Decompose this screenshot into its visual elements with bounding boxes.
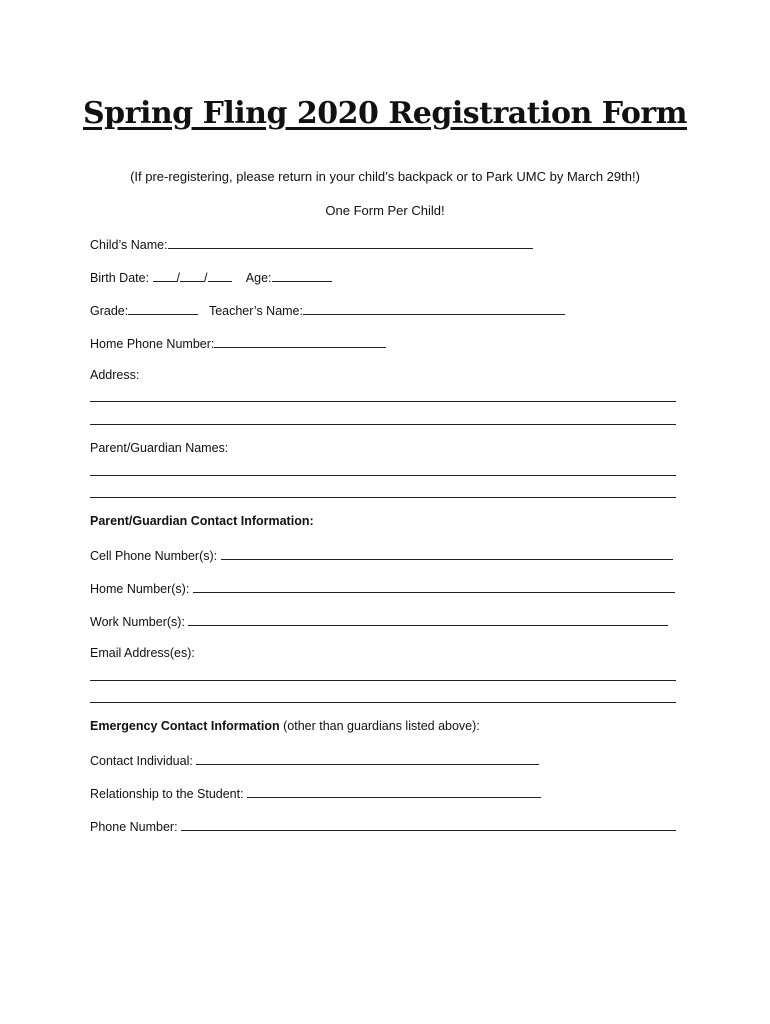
- home-number-field[interactable]: [193, 580, 675, 593]
- form-subtitle: (If pre-registering, please return in your child’s backpack or to Park UMC by March 29th!): [130, 169, 640, 184]
- work-number-row: [90, 613, 668, 629]
- work-number-field[interactable]: [188, 613, 668, 626]
- email-field-line-1[interactable]: [90, 680, 676, 681]
- birth-month-field[interactable]: [153, 269, 177, 282]
- grade-field[interactable]: [128, 302, 198, 315]
- grade-row: [90, 302, 565, 318]
- contact-individual-row: [90, 752, 539, 768]
- cell-phone-field[interactable]: [221, 547, 673, 560]
- home-phone-label: Home Phone Number:: [90, 337, 215, 351]
- form-note: One Form Per Child!: [325, 203, 445, 218]
- teacher-name-field[interactable]: [303, 302, 565, 315]
- emergency-heading: Emergency Contact Information: [90, 719, 280, 733]
- home-phone-row: [90, 335, 386, 351]
- birth-date-row: Birth Date: / / Age:: [90, 269, 332, 285]
- contact-individual-label: Contact Individual:: [90, 754, 193, 768]
- home-number-row: [90, 580, 675, 596]
- cell-phone-row: [90, 547, 673, 563]
- email-field-line-2[interactable]: [90, 702, 676, 703]
- form-title: Spring Fling 2020 Registration Form: [83, 96, 687, 131]
- birth-year-field[interactable]: [208, 269, 232, 282]
- relationship-row: [90, 785, 541, 801]
- grade-label: Grade:: [90, 304, 129, 318]
- phone-number-field[interactable]: [181, 818, 676, 831]
- phone-number-row: [90, 818, 676, 834]
- work-number-label: Work Number(s):: [90, 615, 185, 629]
- child-name-label: Child’s Name:: [90, 238, 168, 252]
- home-number-label: Home Number(s):: [90, 582, 190, 596]
- teacher-name-label: Teacher’s Name:: [208, 304, 303, 318]
- age-field[interactable]: [272, 269, 332, 282]
- email-label: Email Address(es):: [90, 646, 195, 660]
- cell-phone-label: Cell Phone Number(s):: [90, 549, 218, 563]
- child-name-row: [90, 236, 533, 252]
- relationship-label: Relationship to the Student:: [90, 787, 244, 801]
- child-name-field[interactable]: [168, 236, 533, 249]
- contact-info-heading: Parent/Guardian Contact Information:: [90, 514, 314, 528]
- birth-date-label: Birth Date:: [90, 271, 150, 285]
- address-label: Address:: [90, 368, 140, 382]
- contact-individual-field[interactable]: [196, 752, 539, 765]
- guardian-names-label: Parent/Guardian Names:: [90, 441, 229, 455]
- address-field-line-1[interactable]: [90, 401, 676, 402]
- phone-number-label: Phone Number:: [90, 820, 178, 834]
- emergency-heading-row: [90, 719, 480, 733]
- address-field-line-2[interactable]: [90, 424, 676, 425]
- guardian-names-field-line-2[interactable]: [90, 497, 676, 498]
- home-phone-field[interactable]: [214, 335, 386, 348]
- relationship-field[interactable]: [247, 785, 541, 798]
- guardian-names-field-line-1[interactable]: [90, 475, 676, 476]
- emergency-note: (other than guardians listed above):: [283, 719, 480, 733]
- age-label: Age:: [245, 271, 272, 285]
- birth-day-field[interactable]: [180, 269, 204, 282]
